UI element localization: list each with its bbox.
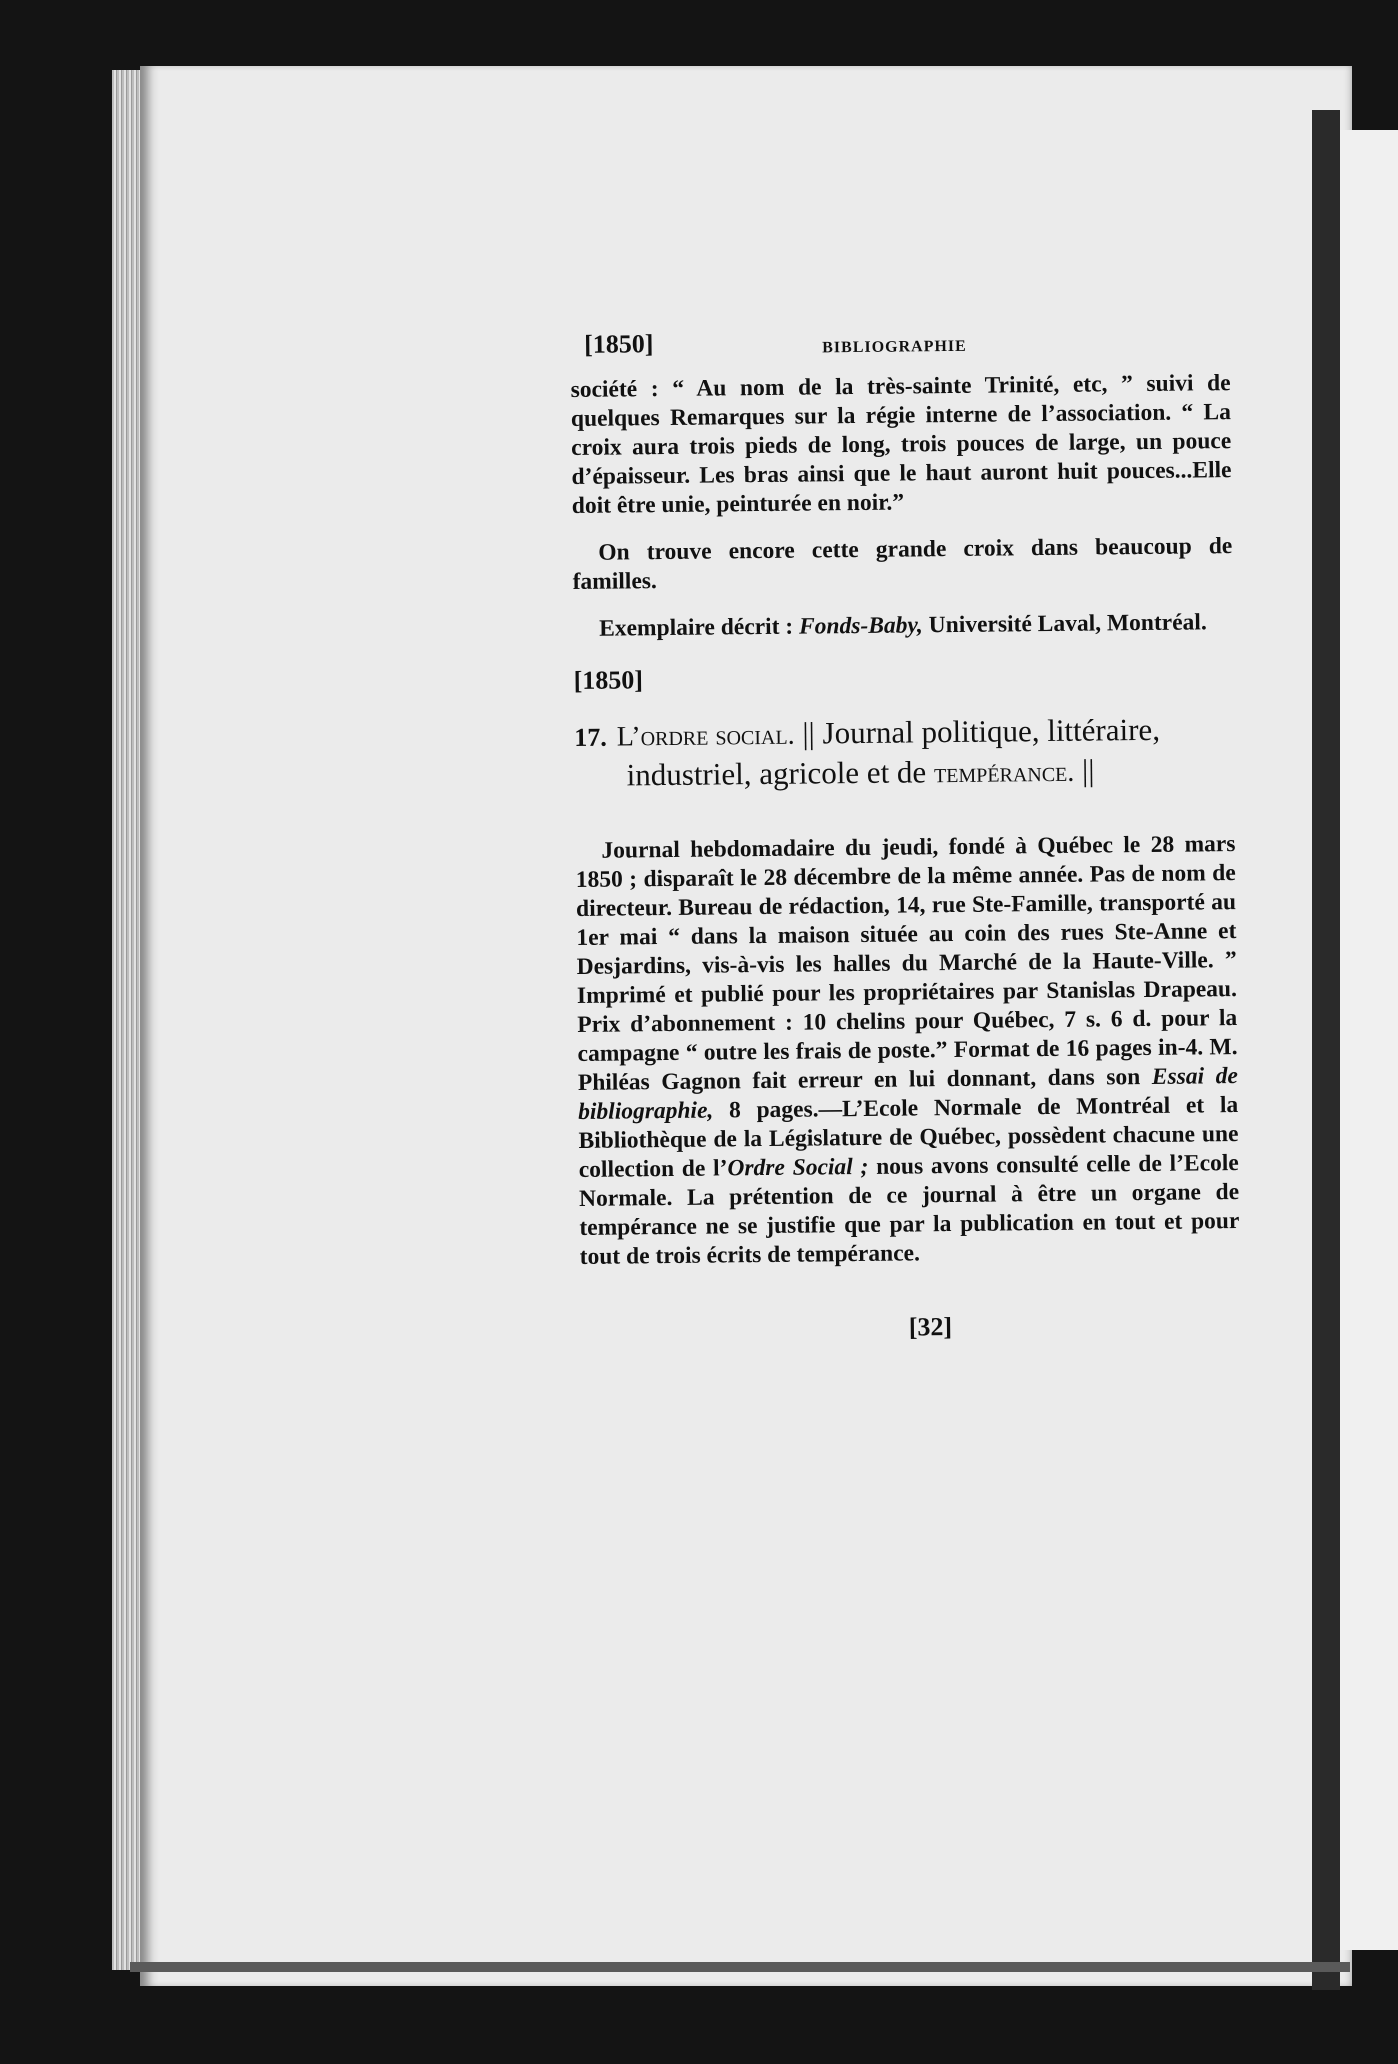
- page-bottom-edge: [130, 1962, 1350, 1972]
- page-number: [32]: [908, 1312, 953, 1342]
- note-paragraph: On trouve encore cette grande croix dans beaucoup de familles.: [572, 533, 1233, 595]
- entry-title-smallcaps-2: tempérance.: [933, 756, 1075, 790]
- entry-number: 17.: [574, 722, 607, 752]
- facing-page-edge: [1340, 130, 1398, 1950]
- continuation-paragraph: société : “ Au nom de la très-sainte Trinité, etc, ” suivi de quelques Remarques sur la régie interne de l’association. “ La croix aura trois pieds de long, trois pouces de large, un pouce d’épaisseur. Les bras ainsi que le haut auront huit pouces...Elle doit être unie, peinturée en noir.”: [570, 370, 1232, 519]
- running-head: [570, 323, 1230, 376]
- description-text-2: 8 pages.—L’Ecole Normale de Montréal et la Bibliothèque de la Législature de Québec, possèdent chacune une collection de l’: [578, 1092, 1239, 1183]
- entry-title-text: || Journal politique, littéraire, industriel, agricole et de: [626, 711, 1161, 793]
- gutter-shadow: [1312, 110, 1340, 1990]
- exemplaire-paragraph: [573, 608, 1233, 644]
- exemplaire-label: Exemplaire décrit :: [598, 613, 800, 642]
- description-text-3: nous avons consulté celle de l’Ecole Normale. La prétention de ce journal à être un organe de tempérance ne se justifie que par la publication en tout et pour tout de trois écrits de tempérance.: [578, 1150, 1240, 1270]
- description-text-1: Journal hebdomadaire du jeudi, fondé à Québec le 28 mars 1850 ; disparaît le 28 décembre de la même année. Pas de nom de directeur. Bureau de rédaction, 14, rue Ste-Famille, transporté au 1er mai “ dans la maison située au coin des rues Ste-Anne et Desjardins, vis-à-vis les halles du Marché de la Haute-Ville. ” Imprimé et publié pour les propriétaires par Stanislas Drapeau. Prix d’abonnement : 10 chelins pour Québec, 7 s. 6 d. pour la campagne “ outre les frais de poste.” Format de 16 pages in-4. M. Philéas Gagnon fait erreur en lui donnant, dans son: [575, 831, 1238, 1096]
- entry-heading: [574, 710, 1235, 797]
- entry-title-end: ||: [1074, 752, 1095, 788]
- exemplaire-rest: Université Laval, Montréal.: [922, 609, 1207, 639]
- description-italic-2: Ordre Social ;: [727, 1153, 869, 1182]
- page-text: [570, 323, 1241, 1345]
- description-italic-1: Essai de bibliographie,: [578, 1063, 1238, 1125]
- exemplaire-source: Fonds-Baby,: [798, 612, 923, 640]
- entry-year: [1850]: [573, 665, 644, 695]
- entry-title-smallcaps: L’ordre social.: [616, 719, 795, 753]
- entry-description: [575, 830, 1240, 1272]
- running-head-year: [1850]: [583, 329, 654, 359]
- running-head-title: BIBLIOGRAPHIE: [822, 337, 967, 357]
